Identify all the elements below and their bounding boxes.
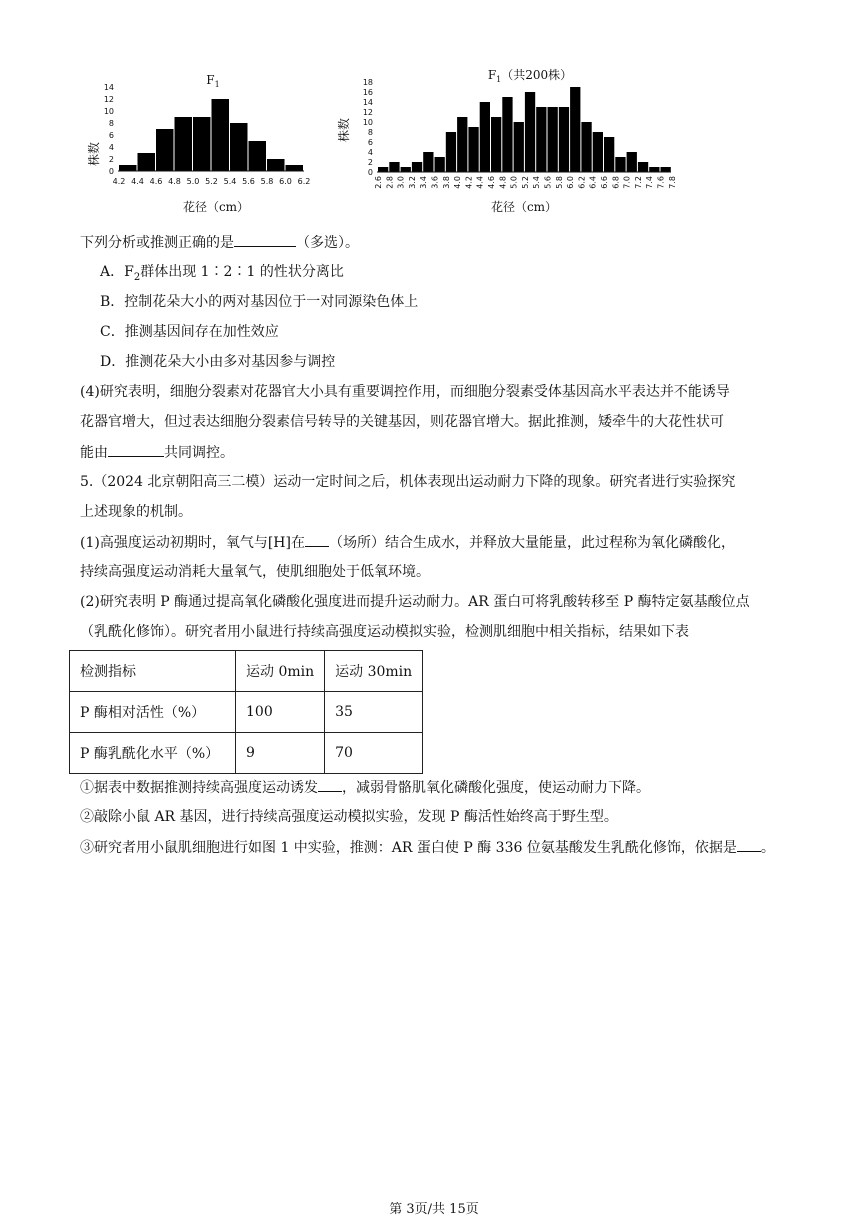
- x-tick-label: 6.6: [600, 176, 609, 189]
- q4-line-2: 花器官增大，但过表达细胞分裂素信号转导的关键基因，则花器官增大。据此推测，矮牵牛的大花性状可: [80, 414, 724, 430]
- histogram-f1-200: [330, 62, 680, 220]
- q5-intro-1: 5.（2024 北京朝阳高三二模）运动一定时间之后，机体表现出运动耐力下降的现象。研究者进行实验探究: [80, 474, 736, 490]
- x-tick-label: 4.6: [149, 177, 163, 186]
- y-tick-label: 6: [367, 138, 373, 147]
- histogram-bar: [401, 167, 411, 172]
- q5-part2-line2: （乳酰化修饰）。研究者用小鼠进行持续高强度运动模拟实验，检测肌细胞中相关指标，结果如下表: [80, 624, 689, 640]
- data-table: [69, 650, 423, 774]
- chart2-xlabel: 花径（cm）: [490, 200, 558, 214]
- histogram-bar: [412, 162, 422, 172]
- histogram-bar: [423, 152, 433, 172]
- histogram-bar: [502, 97, 512, 172]
- x-tick-label: 5.4: [223, 177, 237, 186]
- x-tick-label: 5.2: [520, 176, 530, 189]
- x-tick-label: 3.2: [407, 176, 417, 189]
- y-tick-label: 14: [103, 83, 114, 92]
- histogram-bar: [480, 102, 490, 172]
- histogram-bar: [457, 117, 467, 172]
- histogram-bar: [581, 122, 591, 172]
- table-row: [70, 733, 423, 774]
- q3-option-b: B．控制花朵大小的两对基因位于一对同源染色体上: [100, 294, 419, 310]
- x-tick-label: 3.8: [441, 176, 451, 189]
- q4-line-3: 能由 共同调控。: [80, 442, 234, 463]
- table-cell: P 酶乳酰化水平（%）: [70, 733, 236, 774]
- x-tick-label: 4.2: [112, 177, 126, 186]
- q3-option-a: A．$F_2$群体出现 1∶2∶1 的性状分离比: [100, 264, 344, 283]
- x-tick-label: 6.2: [297, 177, 311, 186]
- q4-line-1: (4)研究表明，细胞分裂素对花器官大小具有重要调控作用，而细胞分裂素受体基因高水平表达并不能诱导: [80, 384, 730, 400]
- histogram-bar: [468, 127, 478, 172]
- y-tick-label: 8: [108, 119, 114, 128]
- histogram-bar: [525, 92, 535, 172]
- histogram-bar: [286, 165, 304, 171]
- x-tick-label: 2.8: [385, 176, 395, 189]
- histogram-bar: [435, 157, 445, 172]
- x-tick-label: 5.4: [532, 176, 542, 189]
- histogram-bar: [446, 132, 456, 172]
- table-header-cell: 检测指标: [70, 651, 236, 692]
- table-header-cell: 运动 0min: [236, 651, 325, 692]
- q5-part1-line1: (1)高强度运动初期时，氧气与[H]在 （场所）结合生成水，并释放大量能量，此过程称为氧化磷酸化，: [80, 532, 735, 553]
- y-tick-label: 8: [367, 128, 373, 137]
- y-tick-label: 4: [367, 148, 373, 157]
- x-tick-label: 4.8: [498, 176, 508, 189]
- histogram-bar: [514, 122, 524, 172]
- x-tick-label: 5.0: [509, 176, 519, 189]
- histogram-bar: [119, 165, 137, 171]
- x-tick-label: 6.2: [577, 176, 587, 189]
- q5-sub1: ①据表中数据推测持续高强度运动诱发 ，减弱骨骼肌氧化磷酸化强度，使运动耐力下降。: [80, 777, 650, 798]
- y-tick-label: 4: [108, 143, 114, 152]
- x-tick-label: 4.0: [453, 176, 463, 189]
- histogram-bar: [604, 137, 614, 172]
- x-tick-label: 5.8: [260, 177, 274, 186]
- x-tick-label: 5.0: [186, 177, 200, 186]
- histogram-bar: [536, 107, 546, 172]
- table-cell: 9: [236, 733, 325, 774]
- chart1-ylabel: 株数: [87, 141, 101, 167]
- histogram-bar: [548, 107, 558, 172]
- histogram-bar: [156, 129, 174, 171]
- histogram-bar: [212, 99, 230, 171]
- x-tick-label: 4.4: [475, 176, 485, 189]
- page-number: 第 3页/共 15页: [389, 1202, 479, 1217]
- q3-option-c: C．推测基因间存在加性效应: [100, 324, 279, 340]
- table-header-row: [70, 651, 423, 692]
- y-tick-label: 12: [103, 95, 114, 104]
- chart2-ylabel: 株数: [337, 117, 351, 143]
- q3-answer-blank[interactable]: [234, 232, 296, 247]
- table-cell: 100: [236, 692, 325, 733]
- q5-part1-line2: 持续高强度运动消耗大量氧气，使肌细胞处于低氧环境。: [80, 564, 430, 580]
- table-cell: P 酶相对活性（%）: [70, 692, 236, 733]
- table-cell: 70: [325, 733, 423, 774]
- q5-part1-blank[interactable]: [305, 532, 329, 547]
- q5-sub1-blank[interactable]: [318, 777, 342, 792]
- table-header-cell: 运动 30min: [325, 651, 423, 692]
- x-tick-label: 5.6: [543, 176, 553, 189]
- x-tick-label: 4.4: [131, 177, 144, 186]
- histogram-bar: [193, 117, 211, 171]
- x-tick-label: 4.2: [464, 176, 474, 189]
- histogram-bar: [649, 167, 659, 172]
- histogram-bar: [230, 123, 248, 171]
- q3-option-d: D．推测花朵大小由多对基因参与调控: [100, 354, 336, 370]
- histogram-bar: [138, 153, 156, 171]
- y-tick-label: 18: [362, 78, 373, 87]
- x-tick-label: 5.6: [242, 177, 255, 186]
- table-cell: 35: [325, 692, 423, 733]
- x-tick-label: 7.8: [667, 176, 677, 189]
- chart1-xlabel: 花径（cm）: [182, 200, 250, 214]
- histogram-bar: [615, 157, 625, 172]
- histogram-bar: [638, 162, 648, 172]
- histogram-bar: [389, 162, 399, 172]
- x-tick-label: 7.4: [645, 176, 655, 189]
- y-tick-label: 6: [108, 131, 114, 140]
- histogram-bar: [249, 141, 267, 171]
- histogram-f1: [80, 70, 320, 220]
- q5-sub2: ②敲除小鼠 AR 基因，进行持续高强度运动模拟实验，发现 P 酶活性始终高于野生型。: [80, 809, 618, 825]
- histogram-bar: [491, 117, 501, 172]
- histogram-bar: [559, 107, 569, 172]
- x-tick-label: 5.8: [554, 176, 564, 189]
- x-tick-label: 4.6: [487, 176, 496, 189]
- q5-sub3-blank[interactable]: [737, 837, 761, 852]
- x-tick-label: 7.6: [656, 176, 666, 189]
- histogram-bar: [175, 117, 193, 171]
- histogram-bar: [570, 87, 580, 172]
- histogram-bar: [661, 167, 671, 172]
- x-tick-label: 3.0: [396, 176, 406, 189]
- histogram-bar: [627, 152, 637, 172]
- y-tick-label: 10: [103, 107, 114, 116]
- histogram-bar: [378, 167, 388, 172]
- table-row: [70, 692, 423, 733]
- x-tick-label: 3.4: [419, 176, 429, 189]
- x-tick-label: 6.4: [588, 176, 598, 189]
- x-tick-label: 3.6: [430, 176, 440, 189]
- chart2-title: $F_1$（共200株）: [487, 68, 573, 84]
- y-tick-label: 12: [362, 108, 373, 117]
- q3-stem: 下列分析或推测正确的是 （多选）。: [80, 232, 359, 253]
- x-tick-label: 4.8: [168, 177, 181, 186]
- histogram-bar: [267, 159, 285, 171]
- histogram-bar: [593, 132, 603, 172]
- chart1-title: $F_1$: [206, 73, 220, 89]
- q5-part2-line1: (2)研究表明 P 酶通过提高氧化磷酸化强度进而提升运动耐力。AR 蛋白可将乳酸转移至 P 酶特定氨基酸位点: [80, 594, 750, 610]
- x-tick-label: 6.0: [566, 176, 576, 189]
- y-tick-label: 14: [362, 98, 373, 107]
- x-tick-label: 7.2: [633, 176, 643, 189]
- y-tick-label: 2: [108, 155, 114, 164]
- q4-answer-blank[interactable]: [108, 442, 164, 457]
- y-tick-label: 2: [367, 158, 373, 167]
- x-tick-label: 2.6: [374, 176, 383, 189]
- x-tick-label: 6.0: [279, 177, 292, 186]
- x-tick-label: 5.2: [205, 177, 218, 186]
- q5-intro-2: 上述现象的机制。: [80, 504, 192, 520]
- y-tick-label: 0: [367, 168, 373, 177]
- y-tick-label: 0: [108, 167, 114, 176]
- y-tick-label: 16: [362, 88, 373, 97]
- y-tick-label: 10: [362, 118, 373, 127]
- x-tick-label: 7.0: [622, 176, 632, 189]
- q5-sub3: ③研究者用小鼠肌细胞进行如图 1 中实验，推测：AR 蛋白使 P 酶 336 位氨基酸发生乳酰化修饰，依据是 。: [80, 837, 775, 858]
- x-tick-label: 6.8: [611, 176, 621, 189]
